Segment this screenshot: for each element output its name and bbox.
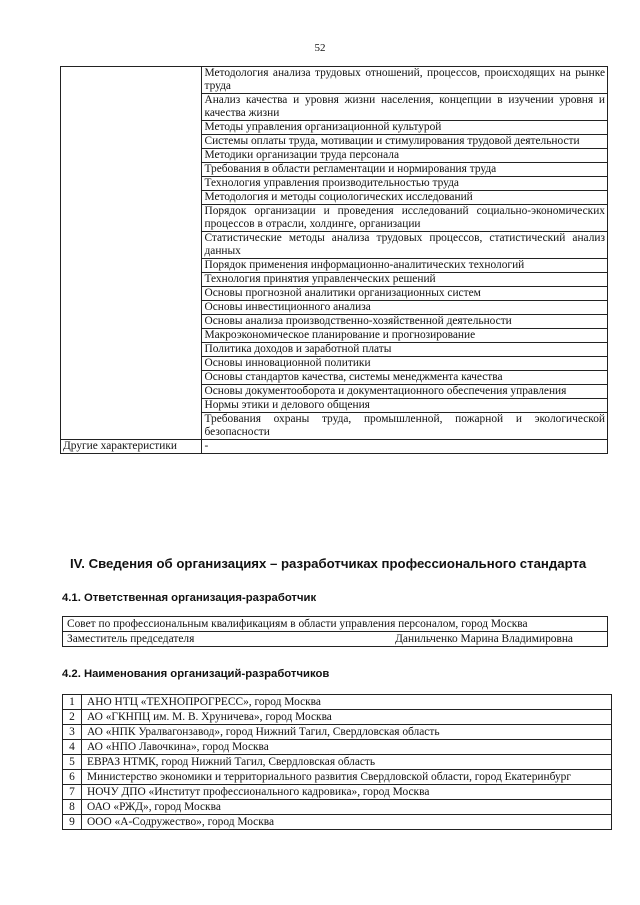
- organization-name: ОАО «РЖД», город Москва: [82, 800, 612, 815]
- organization-number: 2: [63, 710, 82, 725]
- organization-number: 9: [63, 815, 82, 830]
- knowledge-label-cell: [61, 67, 202, 440]
- knowledge-item: Политика доходов и заработной платы: [202, 343, 608, 357]
- knowledge-item: Порядок организации и проведения исследований социально-экономических процессов в отрасли, холдинге, организации: [202, 205, 608, 232]
- organization-number: 6: [63, 770, 82, 785]
- organization-number: 5: [63, 755, 82, 770]
- knowledge-item: Требования охраны труда, промышленной, пожарной и экологической безопасности: [202, 413, 608, 440]
- table-row: [63, 632, 608, 647]
- knowledge-item: Основы инвестиционного анализа: [202, 301, 608, 315]
- representative-name: Данильченко Марина Владимировна: [395, 633, 573, 645]
- table-row: [63, 785, 612, 800]
- organization-number: 4: [63, 740, 82, 755]
- table-row: [61, 67, 608, 94]
- knowledge-item: Технология принятия управленческих решений: [202, 273, 608, 287]
- table-row: [61, 440, 608, 454]
- knowledge-item: Методики организации труда персонала: [202, 149, 608, 163]
- section-4-2-heading: 4.2. Наименования организаций-разработчиков: [62, 668, 330, 680]
- organization-name: Министерство экономики и территориального развития Свердловской области, город Екатеринбург: [82, 770, 612, 785]
- knowledge-item: Системы оплаты труда, мотивации и стимулирования трудовой деятельности: [202, 135, 608, 149]
- table-row: [63, 800, 612, 815]
- page-number: 52: [314, 42, 326, 54]
- responsible-organization-table: [62, 616, 608, 647]
- knowledge-table: [60, 66, 608, 454]
- table-row: [63, 725, 612, 740]
- representative-line: [67, 632, 603, 646]
- organization-number: 1: [63, 695, 82, 710]
- knowledge-item: Основы анализа производственно-хозяйственной деятельности: [202, 315, 608, 329]
- organization-name-cell: Совет по профессиональным квалификациям в области управления персоналом, город Москва: [63, 617, 608, 632]
- knowledge-item: Основы прогнозной аналитики организационных систем: [202, 287, 608, 301]
- organization-number: 7: [63, 785, 82, 800]
- knowledge-item: Нормы этики и делового общения: [202, 399, 608, 413]
- knowledge-item: Основы документооборота и документационного обеспечения управления: [202, 385, 608, 399]
- representative-position: Заместитель председателя: [67, 633, 195, 645]
- section-iv-heading: IV. Сведения об организациях – разработчиках профессионального стандарта: [70, 556, 587, 571]
- table-row: [63, 710, 612, 725]
- knowledge-item: Требования в области регламентации и нормирования труда: [202, 163, 608, 177]
- knowledge-item: Методы управления организационной культурой: [202, 121, 608, 135]
- organization-name: АО «НПК Уралвагонзавод», город Нижний Тагил, Свердловская область: [82, 725, 612, 740]
- knowledge-table-body: [61, 67, 608, 454]
- organization-number: 3: [63, 725, 82, 740]
- knowledge-item: Технология управления производительностью труда: [202, 177, 608, 191]
- knowledge-item: Основы стандартов качества, системы менеджмента качества: [202, 371, 608, 385]
- knowledge-item: Порядок применения информационно-аналитических технологий: [202, 259, 608, 273]
- table-row: [63, 770, 612, 785]
- table-row: [63, 815, 612, 830]
- organization-name: ООО «А-Содружество», город Москва: [82, 815, 612, 830]
- knowledge-item: Статистические методы анализа трудовых процессов, статистический анализ данных: [202, 232, 608, 259]
- organization-name: АО «НПО Лавочкина», город Москва: [82, 740, 612, 755]
- knowledge-item: Методология анализа трудовых отношений, процессов, происходящих на рынке труда: [202, 67, 608, 94]
- table-row: [63, 617, 608, 632]
- table-row: [63, 755, 612, 770]
- knowledge-item: Методология и методы социологических исследований: [202, 191, 608, 205]
- knowledge-item: Анализ качества и уровня жизни населения, концепции в изучении уровня и качества жизни: [202, 94, 608, 121]
- knowledge-item: Основы инновационной политики: [202, 357, 608, 371]
- organization-name: АО «ГКНПЦ им. М. В. Хруничева», город Москва: [82, 710, 612, 725]
- other-characteristics-value: -: [202, 440, 608, 454]
- organization-name: ЕВРАЗ НТМК, город Нижний Тагил, Свердловская область: [82, 755, 612, 770]
- section-4-1-heading: 4.1. Ответственная организация-разработчик: [62, 592, 317, 604]
- knowledge-item: Макроэкономическое планирование и прогнозирование: [202, 329, 608, 343]
- table-row: [63, 695, 612, 710]
- table-row: [63, 740, 612, 755]
- developer-organizations-table: [62, 694, 612, 830]
- organization-number: 8: [63, 800, 82, 815]
- developer-organizations-body: [63, 695, 612, 830]
- organization-name: АНО НТЦ «ТЕХНОПРОГРЕСС», город Москва: [82, 695, 612, 710]
- organization-name: НОЧУ ДПО «Институт профессионального кадровика», город Москва: [82, 785, 612, 800]
- representative-cell: [63, 632, 608, 647]
- other-characteristics-label: Другие характеристики: [61, 440, 202, 454]
